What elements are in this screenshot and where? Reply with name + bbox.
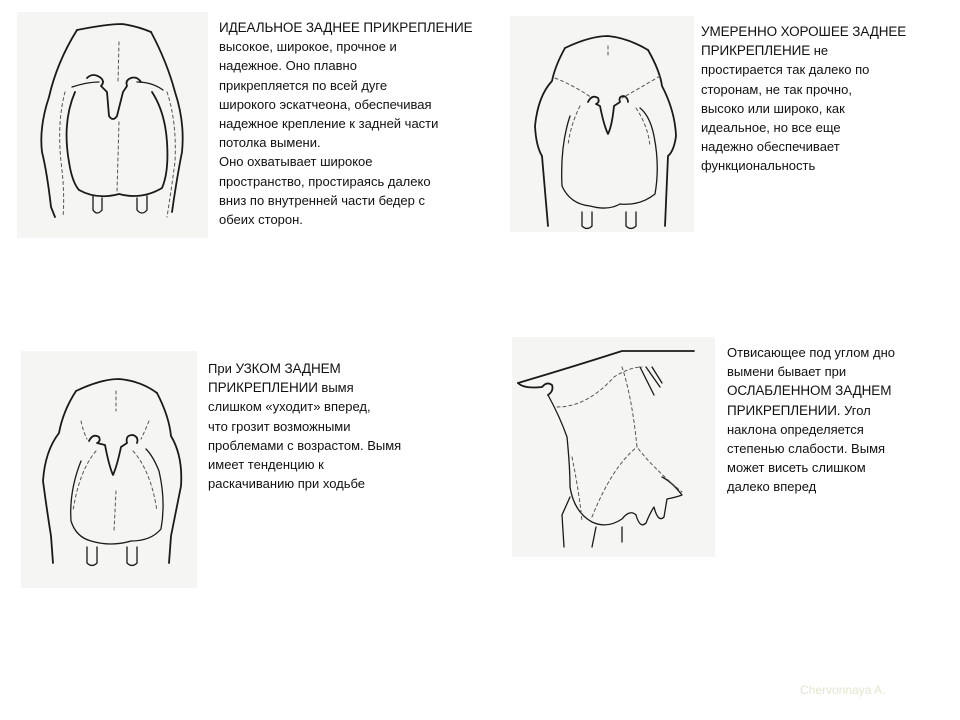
caption-ideal-attachment: [219, 18, 473, 229]
caption-line: Отвисающее под углом дно: [727, 345, 895, 360]
caption-line: прикрепляется по всей дуге: [219, 77, 388, 93]
caption-line: имеет тенденцию к: [208, 457, 324, 473]
caption-line: проблемами с возрастом. Вымя: [208, 437, 402, 453]
caption-line: ОСЛАБЛЕННОМ ЗАДНЕМ: [727, 383, 892, 399]
caption-line: слишком «уходит» вперед,: [208, 399, 371, 415]
caption-line: [727, 401, 895, 420]
caption-weak-attachment: [727, 343, 895, 497]
caption-line: раскачиванию при ходьбе: [208, 476, 366, 492]
caption-line: степенью слабости. Вымя: [727, 441, 886, 457]
caption-line: УМЕРЕННО ХОРОШЕЕ ЗАДНЕЕ: [701, 24, 907, 39]
caption-line: простирается так далеко по: [701, 62, 870, 78]
caption-narrow-attachment: [208, 359, 401, 493]
udder-illustration-narrow: [21, 351, 197, 588]
caption-line: пространство, простираясь далеко: [219, 173, 431, 189]
caption-line: Оно охватывает широкое: [219, 154, 373, 170]
caption-line: [208, 378, 401, 397]
caption-text: При: [208, 361, 236, 376]
caption-text: не: [810, 43, 829, 59]
caption-line: широкого эскатчеона, обеспечивая: [219, 96, 432, 112]
caption-line: идеальное, но все еще: [701, 120, 841, 136]
caption-line: вымени бывает при: [727, 364, 847, 380]
caption-emphasis: ПРИКРЕПЛЕНИИ.: [727, 402, 841, 418]
caption-line: вниз по внутренней части бедер с: [219, 192, 425, 208]
udder-illustration-moderate: [510, 16, 694, 232]
udder-illustration-weak: [512, 337, 715, 557]
udder-rear-view-drawing: [21, 351, 197, 588]
caption-line: обеих сторон.: [219, 212, 303, 228]
caption-line: [208, 359, 401, 378]
caption-line: надежное. Оно плавно: [219, 58, 357, 74]
caption-line: может висеть слишком: [727, 460, 866, 476]
udder-rear-view-drawing: [510, 16, 694, 232]
caption-line: [701, 41, 906, 60]
caption-emphasis: ПРИКРЕПЛЕНИЕ: [701, 43, 811, 59]
caption-line: высоко или широко, как: [701, 100, 845, 116]
caption-line: надежно обеспечивает: [701, 139, 840, 155]
caption-emphasis: ПРИКРЕПЛЕНИИ: [208, 380, 318, 396]
caption-line: что грозит возможными: [208, 418, 351, 434]
caption-moderate-attachment: [701, 22, 906, 176]
caption-text: Угол: [840, 402, 871, 418]
caption-line: далеко вперед: [727, 479, 817, 495]
author-watermark: Chervonnaya A.: [800, 683, 886, 697]
udder-illustration-ideal: [17, 12, 208, 238]
caption-line: надежное крепление к задней части: [219, 116, 439, 132]
caption-line: функциональность: [701, 158, 816, 174]
caption-emphasis: УЗКОМ ЗАДНЕМ: [235, 361, 341, 376]
caption-line: наклона определяется: [727, 421, 864, 437]
udder-side-view-drawing: [512, 337, 715, 557]
udder-rear-view-drawing: [17, 12, 208, 238]
caption-line: потолка вымени.: [219, 135, 321, 151]
caption-line: ИДЕАЛЬНОЕ ЗАДНЕЕ ПРИКРЕПЛЕНИЕ: [219, 20, 473, 35]
caption-line: высокое, широкое, прочное и: [219, 39, 397, 55]
caption-line: сторонам, не так прочно,: [701, 81, 852, 97]
caption-text: вымя: [317, 380, 354, 396]
